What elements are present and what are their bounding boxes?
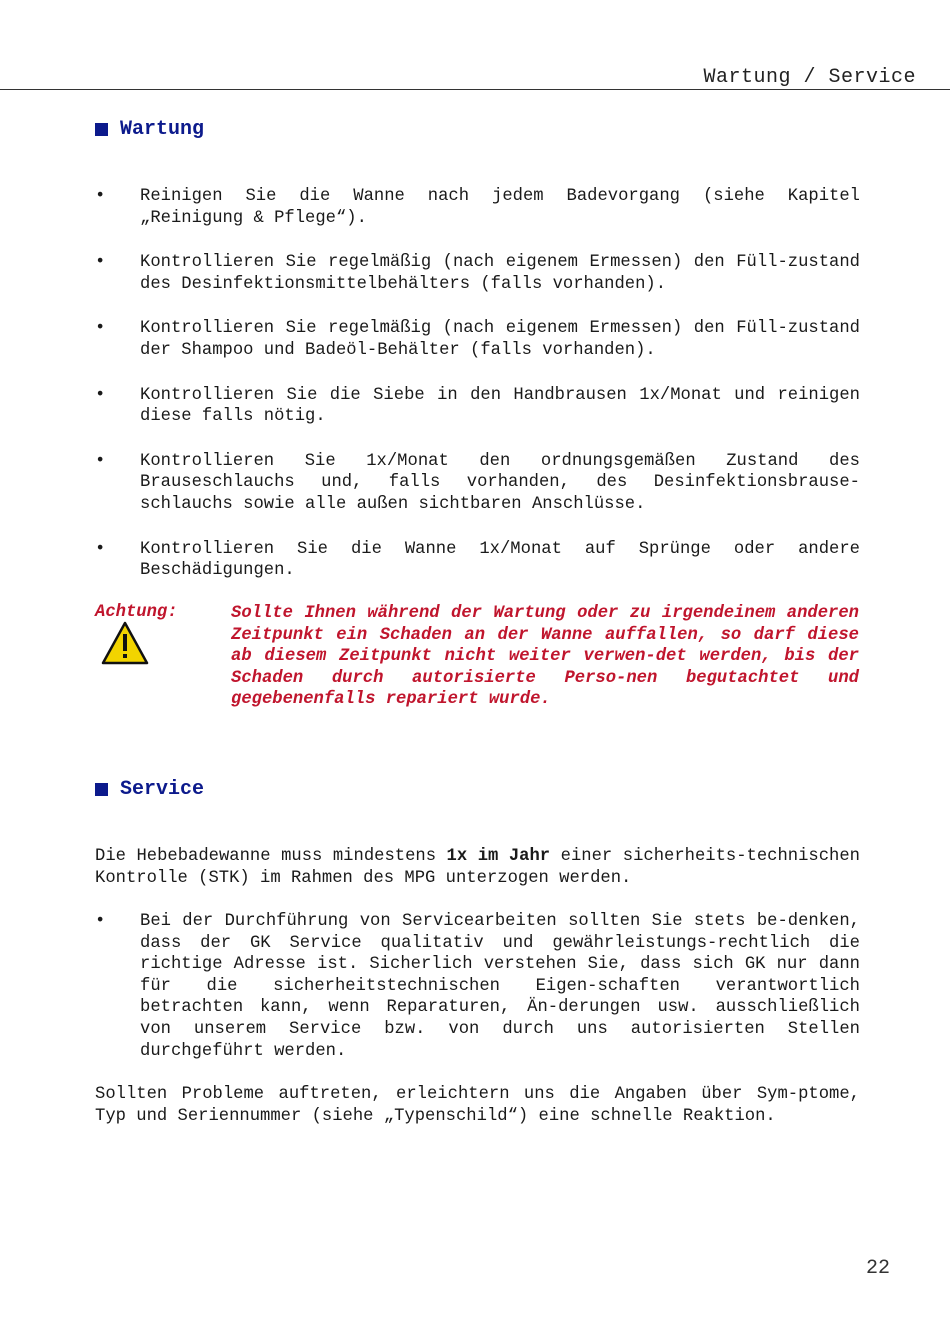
bullet-icon: • — [95, 253, 106, 273]
page-header-title: Wartung / Service — [703, 66, 916, 89]
list-item: • Kontrollieren Sie die Siebe in den Handbrausen 1x/Monat und reinigen diese falls nötig. — [95, 385, 860, 427]
list-item: • Kontrollieren Sie 1x/Monat den ordnungsgemäßen Zustand des Brauseschlauchs und, falls vorhanden, des Desinfektionsbrause-schlauchs sowie alle außen sichtbaren Anschlüsse. — [95, 451, 860, 514]
square-bullet-icon — [95, 123, 108, 136]
warning-text: Sollte Ihnen während der Wartung oder zu irgendeinem anderen Zeitpunkt ein Schaden an der Wanne auffallen, so darf diese ab diesem Zeitpunkt nicht weiter verwen-det werden, bis der Schaden durch autorisierte Perso-nen begutachtet und gegebenenfalls repariert wurde. — [231, 604, 859, 710]
section-title-wartung-label: Wartung — [120, 118, 205, 141]
list-item: • Kontrollieren Sie regelmäßig (nach eigenem Ermessen) den Füll-zustand der Shampoo und Badeöl-Behälter (falls vorhanden). — [95, 319, 860, 360]
service-intro-emphasis: 1x im Jahr — [446, 847, 551, 866]
bullet-icon: • — [95, 912, 106, 931]
header-divider — [0, 89, 950, 90]
section-title-service — [95, 778, 204, 801]
list-item: • Kontrollieren Sie regelmäßig (nach eigenem Ermessen) den Füll-zustand des Desinfektionsmittelbehälters (falls vorhanden). — [95, 253, 860, 294]
bullet-icon: • — [95, 539, 106, 559]
list-item: • Bei der Durchführung von Servicearbeiten sollten Sie stets be-denken, dass der GK Service qualitativ und gewährleistungs-rechtlich die richtige Adresse ist. Sicherlich verstehen Sie, dass sich GK nur dann für die sicherheitstechnischen Eigen-schaften verantwortlich betrachten kann, wenn Reparaturen, Än-derungen usw. ausschließlich von unserem Service bzw. von durch uns autorisierten Stellen durchgeführt werden. — [95, 912, 860, 1061]
page-number: 22 — [865, 1257, 890, 1280]
section-title-service-label: Service — [120, 778, 205, 801]
warning-block — [95, 603, 865, 723]
warning-label: Achtung: — [95, 603, 178, 622]
service-intro-paragraph: Die Hebebadewanne muss mindestens 1x im Jahr einer sicherheits-technischen Kontrolle (STK) im Rahmen des MPG unterzogen werden. — [95, 847, 860, 888]
bullet-icon: • — [95, 187, 106, 206]
square-bullet-icon — [95, 783, 108, 796]
wartung-bullet-list — [95, 186, 860, 605]
service-outro-paragraph: Sollten Probleme auftreten, erleichtern uns die Angaben über Sym-ptome, Typ und Seriennummer (siehe „Typenschild“) eine schnelle Reaktion. — [95, 1085, 860, 1126]
warning-triangle-icon — [101, 621, 149, 665]
bullet-icon: • — [95, 319, 106, 339]
section-title-wartung — [95, 118, 204, 141]
service-bullet-list — [95, 911, 860, 1085]
bullet-icon: • — [95, 385, 106, 405]
list-item: • Kontrollieren Sie die Wanne 1x/Monat auf Sprünge oder andere Beschädigungen. — [95, 539, 860, 581]
list-item: • Reinigen Sie die Wanne nach jedem Badevorgang (siehe Kapitel „Reinigung & Pflege“). — [95, 187, 860, 228]
bullet-icon: • — [95, 451, 106, 471]
